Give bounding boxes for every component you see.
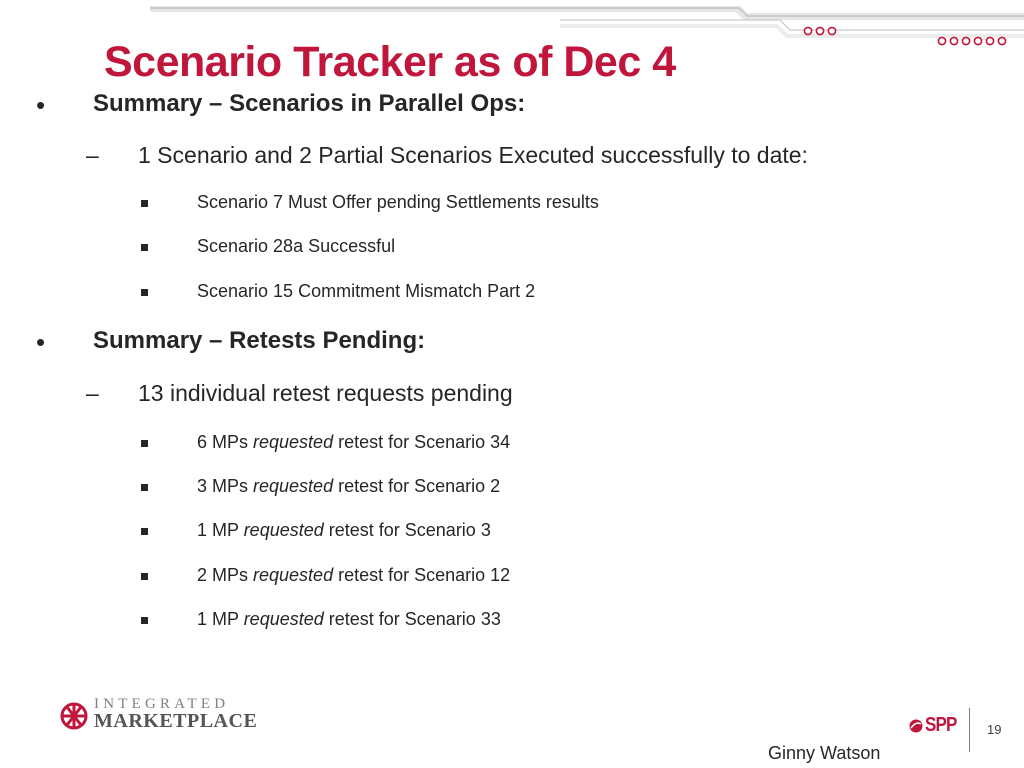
author-name: Ginny Watson [768, 743, 881, 763]
bullet-marker: • [36, 90, 46, 120]
square-bullet-icon [141, 528, 148, 535]
square-bullet-icon [141, 484, 148, 491]
square-bullet-icon [141, 244, 148, 251]
red-circle-chain-short [804, 27, 835, 34]
red-swoosh-icon [908, 718, 924, 734]
red-circle-chain-long [938, 37, 1005, 44]
square-bullet-icon [141, 440, 148, 447]
dash-marker: – [86, 380, 99, 406]
bullet-text: Summary – Retests Pending: [93, 327, 426, 354]
sub-bullet-text: 1 Scenario and 2 Partial Scenarios Executed successfully to date: [138, 142, 808, 168]
square-bullet-icon [141, 573, 148, 580]
bullet-marker: • [36, 327, 46, 357]
bullet-text: Summary – Scenarios in Parallel Ops: [93, 90, 526, 117]
sub-bullet-text: 13 individual retest requests pending [138, 380, 513, 406]
footer-divider [969, 708, 970, 752]
square-bullet-icon [141, 200, 148, 207]
square-bullet-icon [141, 617, 148, 624]
logo-text-bottom: MARKETPLACE [94, 710, 258, 732]
logo-text-top: INTEGRATED [94, 696, 230, 712]
dash-marker: – [86, 142, 99, 168]
slide-title: Scenario Tracker as of Dec 4 [104, 38, 676, 86]
square-bullet-icon [141, 289, 148, 296]
red-lattice-emblem-icon [58, 700, 90, 732]
page-number: 19 [987, 722, 1002, 737]
spp-logo-text: SPP [925, 714, 957, 736]
